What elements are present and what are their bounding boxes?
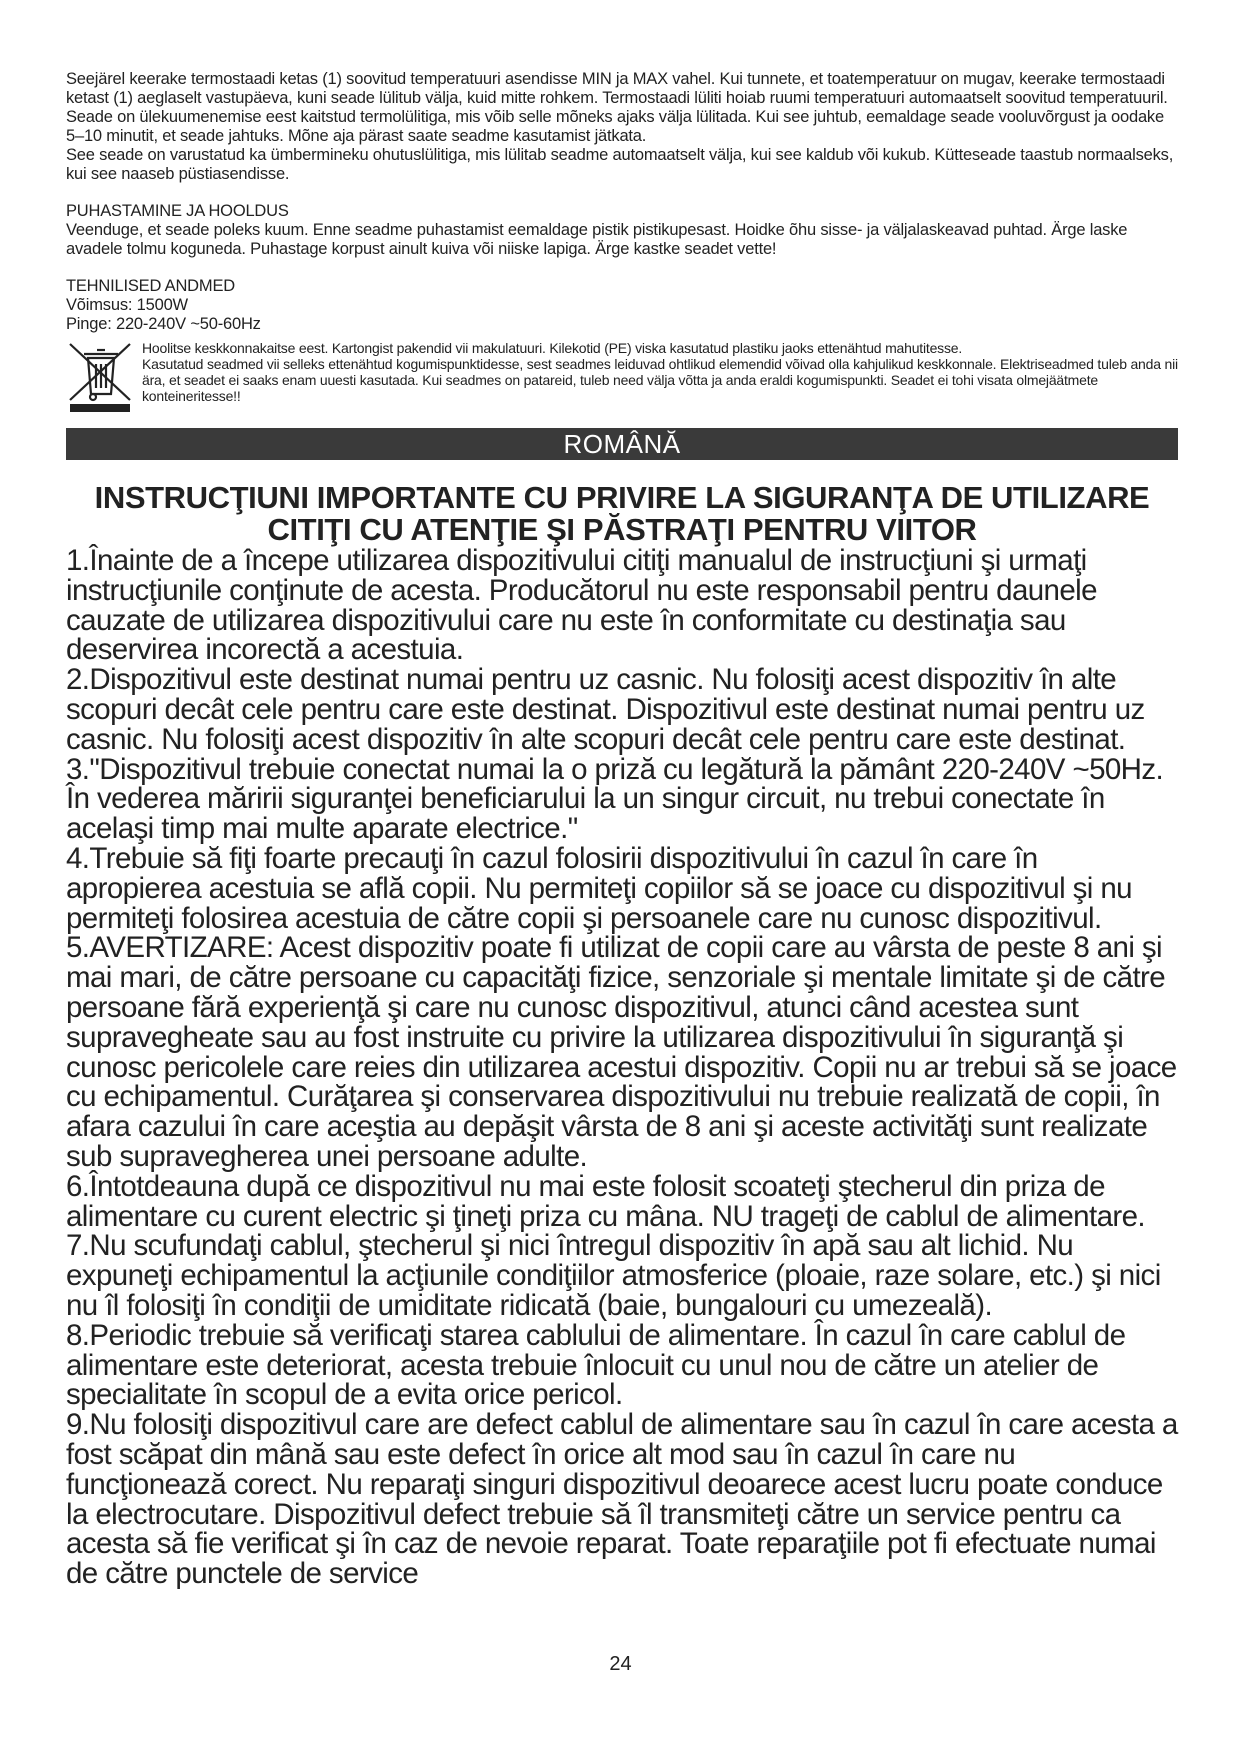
cleaning-section [66, 202, 1178, 259]
recycling-line: Kasutatud seadmed vii selleks ettenähtud kogumispunktidesse, sest seadmes leiduvad ohtlikud elemendid võivad olla kahjulikud keskkonnale. Elektriseadmed tuleb anda nii ära, et seadet ei saaks enam uuesti kasutada. Kui seadmes on patareid, tuleb need välja võtta ja anda eraldi kogumispunkti. Seadet ei tohi visata olmejäätmete konteineritesse!! [142, 356, 1178, 404]
technical-data-section [66, 277, 1178, 334]
romanian-safety-title: INSTRUCŢIUNI IMPORTANTE CU PRIVIRE LA SIGURANŢA DE UTILIZARE CITIŢI CU ATENŢIE ŞI PĂSTRAŢI PENTRU VIITOR [94, 480, 1150, 547]
safety-item: 3."Dispozitivul trebuie conectat numai la o priză cu legătură la pământ 220-240V ~50Hz. În vederea măririi siguranţei beneficiarului la un singur circuit, nu trebui conectate în acelaşi timp mai multe aparate electrice." [66, 752, 1164, 846]
technical-data-heading: TEHNILISED ANDMED [66, 277, 235, 295]
crossed-out-wheelie-bin-icon [66, 340, 136, 414]
estonian-intro-paragraph: Seejärel keerake termostaadi ketas (1) soovitud temperatuuri asendisse MIN ja MAX vahel. Kui tunnete, et toatemperatuur on mugav, keerake termostaadi ketast (1) aeglaselt vastupäeva, kuni seade lülitub välja, kuid mitte rohkem. Termostaadi lüliti hoiab ruumi temperatuuri automaatselt soovitud temperatuuril. [66, 70, 1168, 107]
safety-item: 6.Întotdeauna după ce dispozitivul nu mai este folosit scoateţi ştecherul din priza de alimentare cu curent electric şi ţineţi priza cu mâna. NU trageţi de cablul de alimentare. [66, 1169, 1145, 1233]
recycling-text [142, 340, 1178, 404]
safety-item: 2.Dispozitivul este destinat numai pentru uz casnic. Nu folosiţi acest dispozitiv în alte scopuri decât cele pentru care este destinat. Dispozitivul este destinat numai pentru uz casnic. Nu folosiţi acest dispozitiv în alte scopuri decât cele pentru care este destinat. [66, 663, 1145, 756]
technical-power: Võimsus: 1500W [66, 296, 188, 314]
recycling-line: Hoolitse keskkonnakaitse eest. Kartongist pakendid vii makulatuuri. Kilekotid (PE) viska kasutatud plastiku jaoks ettenähtud mahutitesse. [142, 340, 963, 356]
safety-item: 7.Nu scufundaţi cablul, ştecherul şi nici întregul dispozitiv în apă sau alt lichid. Nu expuneţi echipamentul la acţiunile condiţiilor atmosferice (ploaie, raze solare, etc.) şi nici nu îl folosiţi în condiţii de umiditate ridicată (baie, bungalouri cu umezeală). [66, 1229, 1161, 1322]
cleaning-heading: PUHASTAMINE JA HOOLDUS [66, 202, 289, 220]
safety-item: 9.Nu folosiţi dispozitivul care are defect cablul de alimentare sau în cazul în care acesta a fost scăpat din mână sau este defect în orice alt mod sau în cazul în care nu funcţionează corect. Nu reparaţi singuri dispozitivul deoarece acest lucru poate conduce la electrocutare. Dispozitivul defect trebuie să îl transmiteţi către un service pentru ca acesta să fie verificat şi în caz de nevoie reparat. Toate reparaţiile pot fi efectuate numai de către punctele de service [66, 1408, 1178, 1591]
page-number: 24 [609, 1653, 632, 1675]
estonian-intro-section [66, 70, 1178, 184]
safety-item: 8.Periodic trebuie să verificaţi starea cablului de alimentare. În cazul în care cablul de alimentare este deteriorat, acesta trebuie înlocuit cu unul nou de către un atelier de specialitate în scopul de a evita orice pericol. [66, 1318, 1126, 1412]
cleaning-text: Veenduge, et seade poleks kuum. Enne seadme puhastamist eemaldage pistik pistikupesast. Hoidke õhu sisse- ja väljalaskeavad puhtad. Ärge laske avadele tolmu koguneda. Puhastage korpust ainult kuiva või niiske lapiga. Ärge kastke seadet vette! [66, 221, 1128, 258]
recycling-notice [66, 340, 1178, 414]
safety-item: 5.AVERTIZARE: Acest dispozitiv poate fi utilizat de copii care au vârsta de peste 8 ani şi mai mari, de către persoane cu capacităţi fizice, senzoriale şi mentale limitate şi de către persoane fără experienţă şi care nu cunosc dispozitivul, atunci când acestea sunt supravegheate sau au fost instruite cu privire la utilizarea dispozitivului în siguranţă şi cunosc pericolele care reies din utilizarea acestui dispozitiv. Copii nu ar trebui să se joace cu echipamentul. Curăţarea şi conservarea dispozitivului nu trebuie realizată de copii, în afara cazului în care aceştia au depăşit vârsta de 8 ani şi aceste activităţi sunt realizate sub supravegherea unei persoane adulte. [66, 931, 1177, 1173]
manual-page [66, 70, 1178, 1589]
estonian-intro-paragraph: Seade on ülekuumenemise eest kaitstud termolülitiga, mis võib selle mõneks ajaks välja lülitada. Kui see juhtub, eemaldage seade vooluvõrgust ja oodake 5–10 minutit, et seade jahtuks. Mõne aja pärast saate seadme kasutamist jätkata. [66, 108, 1164, 145]
technical-voltage: Pinge: 220-240V ~50-60Hz [66, 315, 261, 333]
romanian-safety-list [66, 546, 1178, 1589]
safety-item: 4.Trebuie să fiţi foarte precauţi în cazul folosirii dispozitivului în cazul în care în apropierea acestuia se află copii. Nu permiteţi copiilor să se joace cu dispozitivul şi nu permiteţi folosirea acestuia de către copii şi persoanele care nu cunosc dispozitivul. [66, 841, 1132, 935]
language-section-bar: ROMÂNĂ [66, 428, 1178, 460]
safety-item: 1.Înainte de a începe utilizarea dispozitivului citiţi manualul de instrucţiuni şi urmaţi instrucţiunile conţinute de acesta. Producătorul nu este responsabil pentru daunele cauzate de utilizarea dispozitivului care nu este în conformitate cu destinaţia sau deservirea incorectă a acestuia. [66, 544, 1097, 667]
estonian-intro-paragraph: See seade on varustatud ka ümbermineku ohutuslülitiga, mis lülitab seadme automaatselt välja, kui see kaldub või kukub. Kütteseade taastub normaalseks, kui see naaseb püstiasendisse. [66, 146, 1174, 183]
